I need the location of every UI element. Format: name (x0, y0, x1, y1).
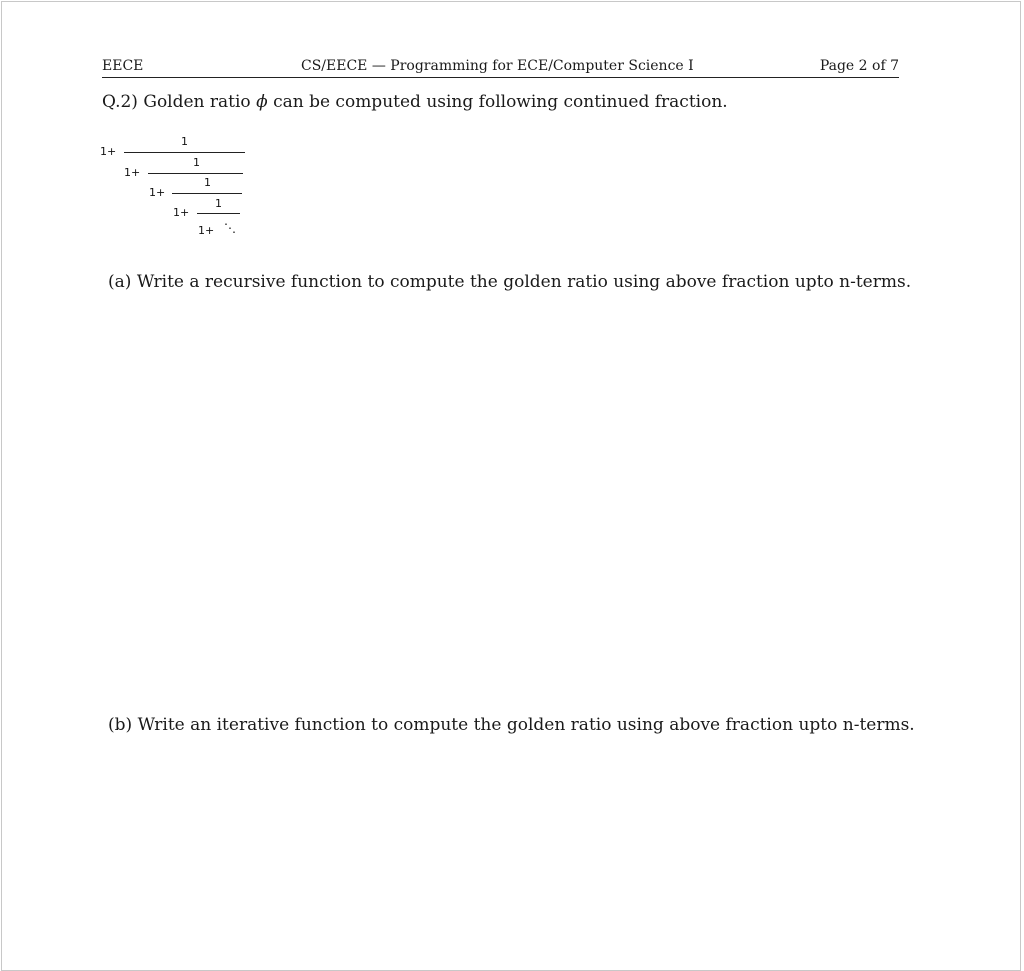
part-b (108, 715, 915, 735)
question-number: Q.2) (102, 92, 138, 112)
part-a-label: (a) (108, 272, 132, 292)
phi-symbol: ϕ (256, 92, 268, 112)
cf-ellipsis: ⋱ (224, 221, 236, 235)
page-header (102, 57, 899, 78)
cf-numerator-1: 1 (181, 135, 188, 148)
question-2 (102, 92, 728, 112)
cf-fraction-bar-4 (197, 213, 240, 214)
header-page-number: Page 2 of 7 (819, 58, 899, 74)
cf-fraction-bar-1 (124, 152, 245, 153)
cf-one-plus-4: 1+ (173, 206, 190, 219)
cf-one-plus-1: 1+ (100, 145, 117, 158)
question-text-end: can be computed using following continued fraction. (273, 92, 728, 112)
cf-one-plus-2: 1+ (124, 166, 141, 179)
header-course-code: EECE (102, 58, 144, 74)
part-a-text: Write a recursive function to compute the golden ratio using above fraction upto n-terms. (136, 272, 912, 292)
cf-numerator-2: 1 (193, 156, 200, 169)
cf-fraction-bar-3 (172, 193, 242, 194)
cf-fraction-bar-2 (148, 173, 243, 174)
part-a (108, 272, 911, 292)
cf-numerator-3: 1 (204, 176, 211, 189)
part-b-text: Write an iterative function to compute the golden ratio using above fraction upto n-terms. (137, 715, 915, 735)
cf-one-plus-3: 1+ (149, 186, 166, 199)
cf-one-plus-5: 1+ (198, 224, 215, 237)
page (1, 1, 1021, 971)
question-text-start: Golden ratio (143, 92, 251, 112)
cf-numerator-4: 1 (215, 197, 222, 210)
header-course-title: CS/EECE — Programming for ECE/Computer Science I (301, 58, 694, 74)
part-b-label: (b) (108, 715, 133, 735)
